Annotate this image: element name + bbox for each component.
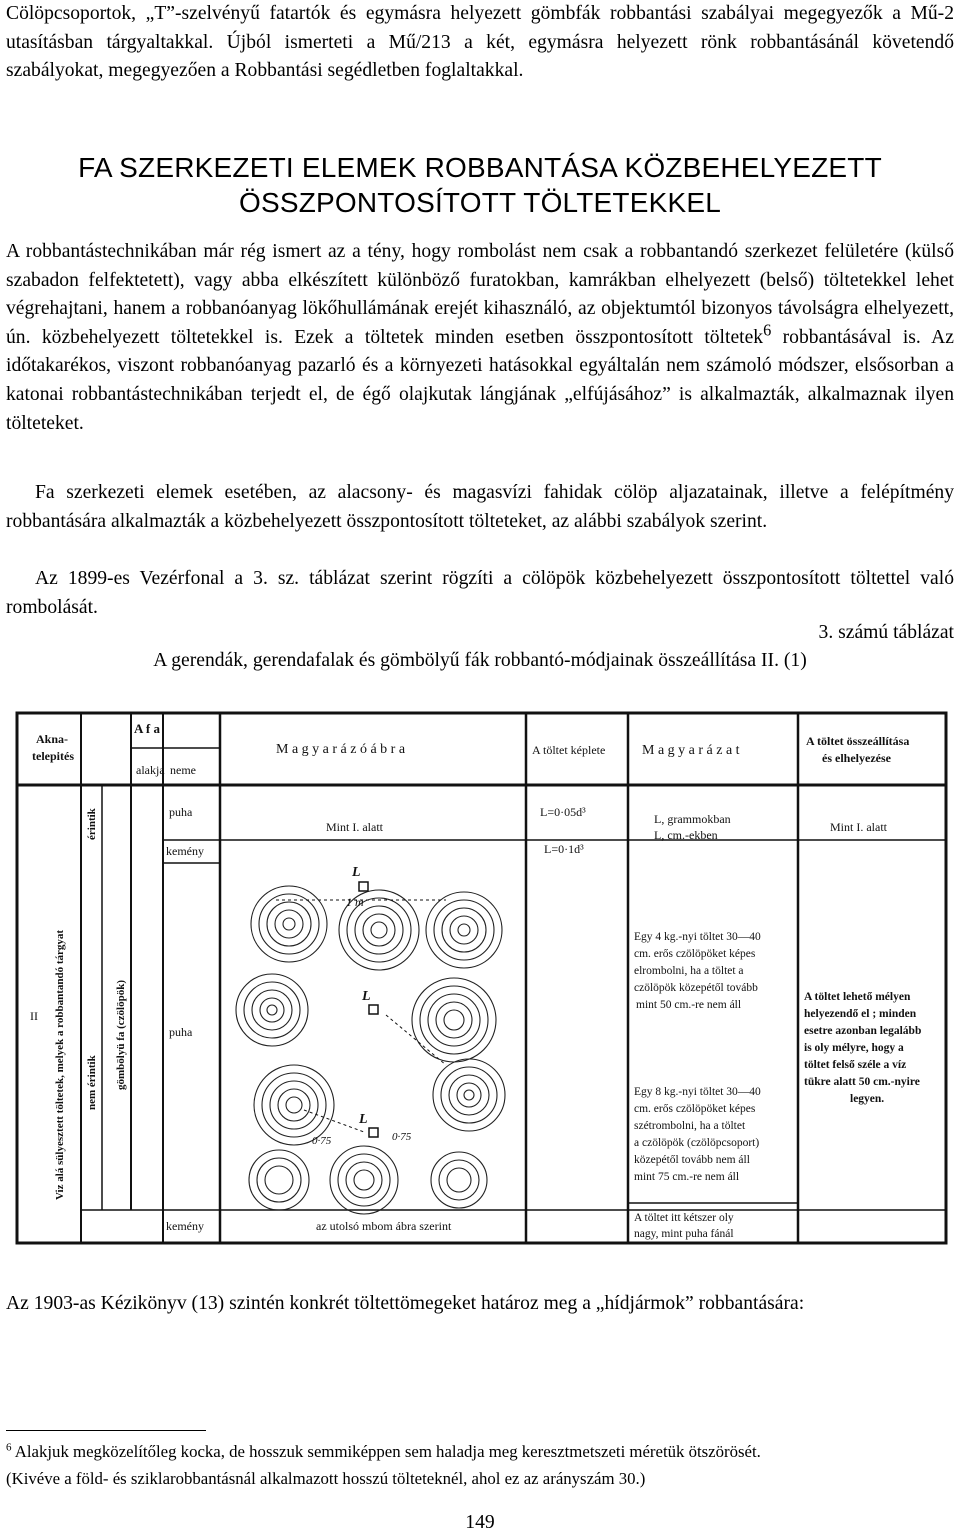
header-akna: Akna- [36, 732, 69, 746]
svg-text:mint 50 cm.-re nem áll: mint 50 cm.-re nem áll [636, 999, 742, 1011]
footnote-reference: 6 [763, 320, 772, 340]
svg-text:A töltet lehető mélyen: A töltet lehető mélyen [804, 991, 911, 1003]
log-diagram [236, 886, 505, 1214]
svg-text:cm. erős czölöpöket képes: cm. erős czölöpöket képes [634, 948, 756, 960]
header-osszeallitas-1: A töltet összeállítása [806, 734, 910, 748]
vertical-label-erintik: érintik [86, 808, 98, 840]
svg-text:Egy 4 kg.-nyi töltet 30—40: Egy 4 kg.-nyi töltet 30—40 [634, 931, 761, 943]
svg-text:cm. erős czölöpöket képes: cm. erős czölöpöket képes [634, 1103, 756, 1115]
after-figure-paragraph: Az 1903-as Kézikönyv (13) szintén konkrét töltettömegeket határoz meg a „hídjármok” robbantására: [6, 1293, 805, 1314]
heading-line-2: ÖSSZPONTOSÍTOTT TÖLTETEKKEL [238, 187, 722, 218]
label-075-a: 0·75 [312, 1135, 332, 1147]
bottom-utolso-abra: az utolsó mbom ábra szerint [316, 1219, 452, 1233]
header-keplet: A töltet képlete [532, 743, 606, 757]
footnote-line-1: Alakjuk megközelítőleg kocka, de hosszuk semmiképpen sem haladja meg keresztmetszeti méretük ötszörösét. [11, 1442, 761, 1461]
formula-2: L=0·1d³ [544, 842, 584, 856]
body-paragraph-1 [6, 238, 954, 438]
svg-text:mint 75 cm.-re nem áll: mint 75 cm.-re nem áll [634, 1171, 740, 1183]
table-drawing [14, 710, 949, 1246]
label-075-b: 0·75 [392, 1131, 412, 1143]
svg-text:helyezendő el ; minden: helyezendő el ; minden [804, 1008, 917, 1020]
mint-alatt-1: Mint I. alatt [326, 820, 383, 834]
body-paragraph-2: Fa szerkezeti elemek esetében, az alacsony- és magasvízi fahidak cölöp aljazatainak, illetve a felépítmény robbantására alkalmazták a közbehelyezett összpontosított tölteteket, az alábbi szabályok szerint. [6, 482, 954, 532]
mint-alatt-2: Mint I. alatt [830, 820, 887, 834]
svg-text:a czölöpök (czölöpcsoport): a czölöpök (czölöpcsoport) [634, 1137, 760, 1149]
label-L-3: L [359, 1112, 368, 1127]
footnote [6, 1438, 954, 1492]
paragraph-1-part-a: A robbantástechnikában már rég ismert az a tény, hogy rombolást nem csak a robbantandó szerkezet felületére (külső szabadon felfektetett), vagy abba elkészített különböző furatokban, kamrákban elhelyezett (belső) töltetekkel lehet végrehajtani, hanem a robbanóanyag lökőhullámának erejét kihasználó, az objektumtól bizonyos távolságra elhelyezett, ún. közbehelyezett töltetekkel is. Ezek a töltetek minden esetben összpontosított töltetek [6, 241, 954, 348]
footnote-line-2: (Kivéve a föld- és sziklarobbantásnál alkalmazott hosszú tölteteknél, ahol ez az arányszám 30.) [6, 1469, 646, 1488]
header-neme: neme [170, 763, 196, 777]
scanned-table-figure [14, 710, 949, 1246]
page-number: 149 [465, 1512, 495, 1533]
formula-1: L=0·05d³ [540, 805, 586, 819]
header-telepites: telepités [32, 749, 74, 763]
svg-text:közepétől tovább nem áll: közepétől tovább nem áll [634, 1154, 750, 1166]
vertical-label-nem-erintik: nem érintik [86, 1055, 98, 1110]
heading-line-1: FA SZERKEZETI ELEMEK ROBBANTÁSA KÖZBEHELYEZETT [78, 152, 882, 183]
svg-text:esetre azonban legalább: esetre azonban legalább [804, 1025, 922, 1037]
svg-text:czölöpök közepétől tovább: czölöpök közepétől tovább [634, 982, 758, 994]
footnote-mark: 6 [6, 1441, 12, 1454]
header-magyarazo-abra: M a g y a r á z ó á b r a [276, 742, 406, 757]
table-title: A gerendák, gerendafalak és gömbölyű fák robbantó-módjainak összeállítása II. (1) [153, 650, 807, 671]
header-alakja: alakja [136, 763, 165, 777]
table-number: 3. számú táblázat [818, 622, 954, 643]
svg-text:Egy 8 kg.-nyi töltet 30—40: Egy 8 kg.-nyi töltet 30—40 [634, 1086, 761, 1098]
header-a-fa: A f a [134, 721, 160, 736]
type-puha-middle: puha [169, 1025, 193, 1039]
bottom-ketszer-1: A töltet itt kétszer oly [634, 1212, 734, 1224]
header-magyarazat: M a g y a r á z a t [642, 743, 740, 758]
row-label: II [30, 1009, 38, 1023]
intro-paragraph: Cölöpcsoportok, „T”-szelvényű fatartók és egymásra helyezett gömbfák robbantási szabályai megegyezők a Mű-2 utasításban tárgyaltakkal. Újból ismerteti a Mű/213 a két, egymásra helyezett rönk robbantásánál követendő szabályokat, megegyezően a Robbantási segédletben foglaltakkal. [6, 3, 954, 82]
vertical-label-gombolyu-fa: gömbölyü fa (czölöpök) [115, 980, 127, 1090]
label-L-1: L [352, 865, 361, 880]
description-2 [634, 1086, 761, 1183]
svg-text:töltet felső széle a víz: töltet felső széle a víz [804, 1059, 907, 1071]
charge-markers [359, 882, 378, 1137]
unit-line-1: L, grammokban [654, 812, 731, 826]
svg-text:elrombolni, ha a töltet a: elrombolni, ha a töltet a [634, 965, 744, 977]
unit-line-2: L, cm.-ekben [654, 828, 718, 842]
paragraph-1-part-b: robbantásával is. Az időtakarékos, viszont robbanóanyag pazarló és a környezeti hatásokkal egyáltalán nem számoló módszer, elsősorban a katonai robbantástechnikában terjedt el, de égő olajkutak lángjának „elfújásához” is alkalmazták, alkalmaznak ilyen tölteteket. [6, 326, 954, 434]
svg-text:legyen.: legyen. [850, 1093, 885, 1105]
svg-text:is oly mélyre, hogy a: is oly mélyre, hogy a [804, 1042, 904, 1054]
placement-text [804, 991, 921, 1105]
description-1 [634, 931, 761, 1011]
section-heading [0, 150, 960, 220]
body-paragraph-3: Az 1899-es Vezérfonal a 3. sz. táblázat szerint rögzíti a cölöpök közbehelyezett összpontosított töltettel való rombolását. [6, 568, 954, 618]
label-L-2: L [362, 989, 371, 1004]
vertical-label-sullyesztett: Viz alá sülyesztett töltetek, melyek a robbantandó tárgyat [54, 929, 66, 1200]
bottom-ketszer-2: nagy, mint puha fánál [634, 1228, 734, 1240]
label-one-meter: 1 m [346, 895, 364, 909]
type-kemeny-top: kemény [166, 844, 204, 858]
footnote-separator [6, 1430, 206, 1431]
type-puha-top: puha [169, 805, 193, 819]
svg-text:tükre alatt 50 cm.-nyire: tükre alatt 50 cm.-nyire [804, 1076, 920, 1088]
type-kemeny-bottom: kemény [166, 1219, 204, 1233]
header-osszeallitas-2: és elhelyezése [822, 751, 891, 765]
svg-text:szétrombolni, ha a töltet: szétrombolni, ha a töltet [634, 1120, 746, 1132]
